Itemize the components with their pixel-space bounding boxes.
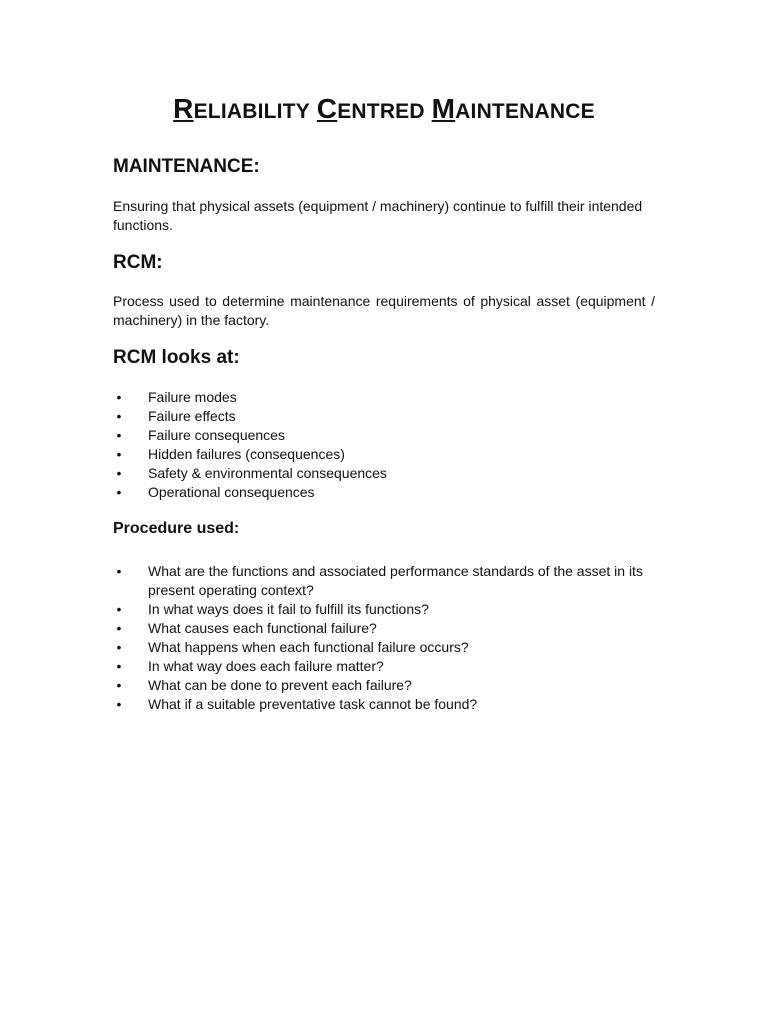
bullet: • <box>116 639 122 655</box>
list-item <box>113 407 658 426</box>
bullet: • <box>116 601 122 617</box>
bullet: • <box>116 563 122 579</box>
rcm-heading: RCM: <box>113 252 163 273</box>
list-item <box>113 676 658 695</box>
list-item-text: What if a suitable preventative task cannot be found? <box>148 696 478 712</box>
bullet: • <box>116 408 122 424</box>
procedure-list <box>113 562 658 714</box>
title-initial-m: M <box>431 93 456 124</box>
list-item <box>113 657 658 676</box>
bullet: • <box>116 389 122 405</box>
list-item-text: Safety & environmental consequences <box>148 465 387 481</box>
maintenance-heading: MAINTENANCE: <box>113 156 260 177</box>
list-item-text: Failure effects <box>148 408 236 424</box>
title-word-eliability: ELIABILITY <box>193 100 310 123</box>
list-item-text: What are the functions and associated performance standards of the asset in its present operating context? <box>148 563 643 598</box>
bullet: • <box>116 677 122 693</box>
title-initial-c: C <box>316 93 338 124</box>
bullet: • <box>116 658 122 674</box>
list-item <box>113 483 658 502</box>
rcm-definition: Process used to determine maintenance requirements of physical asset (equipment / machinery) in the factory. <box>113 293 655 328</box>
procedure-heading: Procedure used: <box>113 520 240 537</box>
bullet: • <box>116 484 122 500</box>
rcm-looks-at-list <box>113 388 658 502</box>
list-item-text: What happens when each functional failure occurs? <box>148 639 469 655</box>
list-item-text: Hidden failures (consequences) <box>148 446 345 462</box>
list-item <box>113 562 658 600</box>
title-initial-r: R <box>173 93 194 124</box>
list-item-text: Operational consequences <box>148 484 315 500</box>
bullet: • <box>116 696 122 712</box>
bullet: • <box>116 465 122 481</box>
maintenance-definition: Ensuring that physical assets (equipment / machinery) continue to fulfill their intended functions. <box>113 198 643 233</box>
list-item-text: Failure modes <box>148 389 237 405</box>
bullet: • <box>116 427 122 443</box>
list-item <box>113 638 658 657</box>
list-item-text: What can be done to prevent each failure? <box>148 677 412 693</box>
list-item-text: In what ways does it fail to fulfill its functions? <box>148 601 429 617</box>
list-item <box>113 445 658 464</box>
document-title <box>0 94 768 127</box>
list-item <box>113 695 658 714</box>
bullet: • <box>116 620 122 636</box>
list-item-text: Failure consequences <box>148 427 285 443</box>
list-item <box>113 464 658 483</box>
title-word-entred: ENTRED <box>337 100 425 123</box>
list-item-text: What causes each functional failure? <box>148 620 377 636</box>
list-item <box>113 388 658 407</box>
list-item <box>113 619 658 638</box>
list-item <box>113 600 658 619</box>
title-word-aintenance: AINTENANCE <box>455 100 595 123</box>
list-item <box>113 426 658 445</box>
rcm-looks-at-heading: RCM looks at: <box>113 347 240 368</box>
bullet: • <box>116 446 122 462</box>
list-item-text: In what way does each failure matter? <box>148 658 384 674</box>
